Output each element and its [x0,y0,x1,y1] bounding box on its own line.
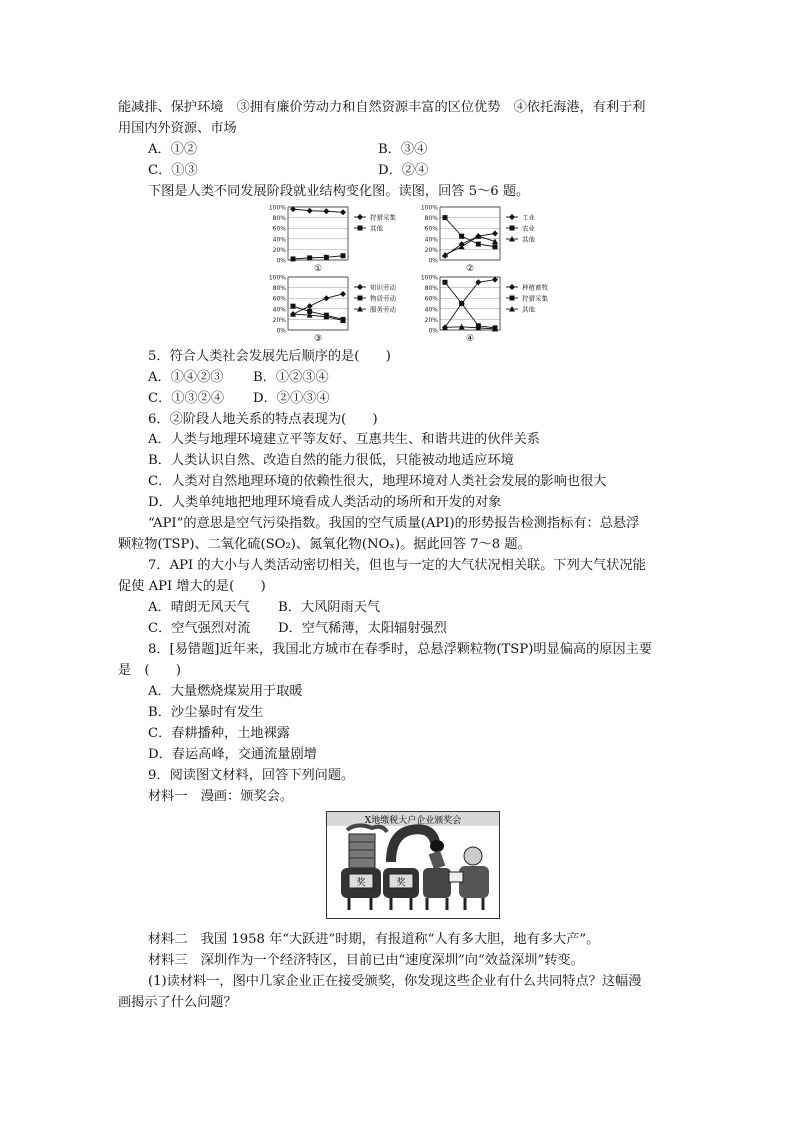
y-tick-label: 20% [272,246,286,254]
series-line [445,280,495,328]
y-tick-label: 80% [424,285,438,293]
panel-label: ① [313,264,323,274]
y-tick-label: 40% [424,236,438,244]
option-b: B．①②③④ [253,370,329,385]
legend-label: 其他 [370,224,383,233]
y-tick-label: 80% [272,285,286,293]
legend-label: 其他 [522,305,535,314]
legend-label: 种植畜牧 [522,283,548,292]
chart-panel-1 [262,203,412,279]
official-figure [449,847,489,910]
panel-label: ③ [313,334,323,344]
option-a: A．大量燃烧煤炭用于取暖 [148,684,303,699]
data-point [291,256,296,261]
plot-frame [440,207,500,260]
option-c: C．①③②④ [148,391,225,406]
option-d: D．人类单纯地把地理环境看成人类活动的场所和开发的对象 [148,495,502,510]
y-tick-label: 80% [424,215,438,223]
option-row [148,390,330,408]
legend-label: 物质劳动 [370,294,396,303]
series-line [445,282,495,328]
series-line [293,209,343,212]
material-api: “API”的意思是空气污染指数。我国的空气质量(API)的形势报告检测指标有：总悬浮 [148,516,640,531]
chart-panel-2 [418,203,558,279]
y-tick-label: 20% [424,316,438,324]
option-b: B．大风阴雨天气 [278,600,381,615]
chart-svg-3 [262,273,412,345]
data-point [307,255,312,260]
factory-figure [423,850,451,910]
y-tick-label: 40% [424,306,438,314]
option-row [148,599,381,617]
legend-marker [510,296,515,301]
option-d: D．②④ [378,163,429,178]
series-种植畜牧 [442,277,498,331]
y-tick-label: 60% [272,225,286,233]
legend-marker [510,226,515,231]
series-line [293,306,343,319]
series-农业 [443,215,498,249]
option-a: A．晴朗无风天气 [148,600,250,615]
data-point [323,295,329,301]
series-line [293,256,343,259]
legend-marker [357,284,363,290]
panel-label: ④ [465,334,475,344]
data-point [492,277,498,283]
option-d: D．②①③④ [253,391,330,406]
question-7: 促使 API 增大的是( ) [118,579,266,594]
data-point [307,208,313,214]
data-point [459,234,464,239]
y-tick-label: 40% [272,236,286,244]
y-tick-label: 60% [424,295,438,303]
y-tick-label: 80% [272,215,286,223]
question-intro: 下图是人类不同发展阶段就业结构变化图。读图，回答 5～6 题。 [148,184,530,199]
y-tick-label: 100% [420,274,438,282]
legend-marker [357,214,363,220]
legend-marker [358,296,363,301]
option-b: B．③④ [378,142,428,157]
y-tick-label: 0% [276,327,286,335]
material-2: 材料二 我国 1958 年“大跃进”时期，有报道称“人有多大胆，地有多大产”。 [148,932,600,947]
data-point [324,255,329,260]
legend-marker [509,214,515,220]
material-3: 材料三 深圳作为一个经济特区，目前已由“速度深圳”向“效益深圳”转变。 [148,953,584,968]
y-tick-label: 0% [428,257,438,265]
y-tick-label: 100% [268,274,286,282]
chart-svg-2 [418,203,558,275]
legend-label: 狩猎采集 [522,294,548,303]
option-d: D．春运高峰，交通流量剧增 [148,747,317,762]
chart-panel-3 [262,273,412,349]
y-tick-label: 0% [428,327,438,335]
data-point [307,303,313,309]
option-row [148,620,447,638]
option-d: D．空气稀薄，太阳辐射强烈 [278,621,447,636]
option-row [148,369,329,387]
data-point [443,280,448,285]
award-cartoon [326,811,500,919]
option-a: A．①④②③ [148,370,224,385]
y-tick-label: 20% [424,246,438,254]
cartoon-drawing [327,812,499,918]
award-label: 奖 [396,878,406,888]
option-a: A．①② [148,142,198,157]
y-tick-label: 100% [268,204,286,212]
y-tick-label: 0% [276,257,286,265]
chart-svg-4 [418,273,558,345]
data-point [493,244,498,249]
question-6: 6．②阶段人地关系的特点表现为( ) [148,412,378,427]
y-tick-label: 100% [420,204,438,212]
data-point [323,208,329,214]
data-point [476,242,481,247]
y-tick-label: 60% [272,295,286,303]
legend-label: 服务劳动 [370,305,396,314]
award-label: 奖 [356,878,366,888]
sub-question-1: (1)读材料一，图中几家企业正在接受颁奖，你发现这些企业有什么共同特点？这幅漫 [148,974,642,989]
material-1: 材料一 漫画：颁奖会。 [148,789,294,804]
question-5: 5．符合人类社会发展先后顺序的是( ) [148,349,391,364]
data-point [291,304,296,309]
legend-label: 知识劳动 [370,283,396,292]
option-c: C．人类对自然地理环境的依赖性很大，地理环境对人类社会发展的影响也很大 [148,474,607,489]
option-b: B．人类认识自然、改造自然的能力很低，只能被动地适应环境 [148,453,514,468]
panel-label: ② [465,264,475,274]
option-row [148,141,428,159]
y-tick-label: 40% [272,306,286,314]
legend-label: 其他 [522,235,535,244]
question-8: 是 ( ) [118,663,182,678]
option-c: C．空气强烈对流 [148,621,251,636]
data-point [340,209,346,215]
text-line: 用国内外资源、市场 [118,121,237,136]
y-tick-label: 20% [272,316,286,324]
question-9: 9．阅读图文材料，回答下列问题。 [148,768,355,783]
option-row [148,162,429,180]
legend-label: 狩猎采集 [370,213,396,222]
option-a: A．人类与地理环境建立平等友好、互惠共生、和谐共进的伙伴关系 [148,432,540,447]
data-point [340,291,346,297]
chart-panel-4 [418,273,558,349]
legend-marker [358,226,363,231]
question-8: 8．[易错题]近年来，我国北方城市在春季时，总悬浮颗粒物(TSP)明显偏高的原因主要 [148,642,653,657]
series-其他 [442,233,498,257]
material-api: 颗粒物(TSP)、二氧化硫(SO₂)、氮氧化物(NOₓ)。据此回答 7～8 题。 [118,537,531,552]
chimney-figure [341,825,387,910]
series-狩猎采集 [290,206,346,215]
legend-marker [509,284,515,290]
option-c: C．①③ [148,163,198,178]
option-b: B．沙尘暴时有发生 [148,705,264,720]
series-line [445,234,495,256]
series-line [293,294,343,314]
data-point [341,253,346,258]
text-line: 能减排、保护环境 ③拥有廉价劳动力和自然资源丰富的区位优势 ④依托海港，有利于利 [118,100,646,115]
data-point [492,231,498,237]
y-tick-label: 60% [424,225,438,233]
cartoon-title: X地缴税大户企业颁奖会 [364,816,462,826]
series-line [445,218,495,247]
question-7: 7．API 的大小与人类活动密切相关，但也与一定的大气状况相关联。下列大气状况能 [148,558,646,573]
plot-frame [288,277,348,330]
data-point [443,215,448,220]
chart-svg-1 [262,203,412,275]
series-工业 [442,231,498,259]
data-point [459,301,464,306]
option-c: C．春耕播种，土地裸露 [148,726,290,741]
sub-question-1: 画揭示了什么问题？ [118,995,237,1010]
legend-label: 农业 [522,224,535,233]
legend-label: 工业 [522,213,535,222]
plot-frame [288,207,348,260]
